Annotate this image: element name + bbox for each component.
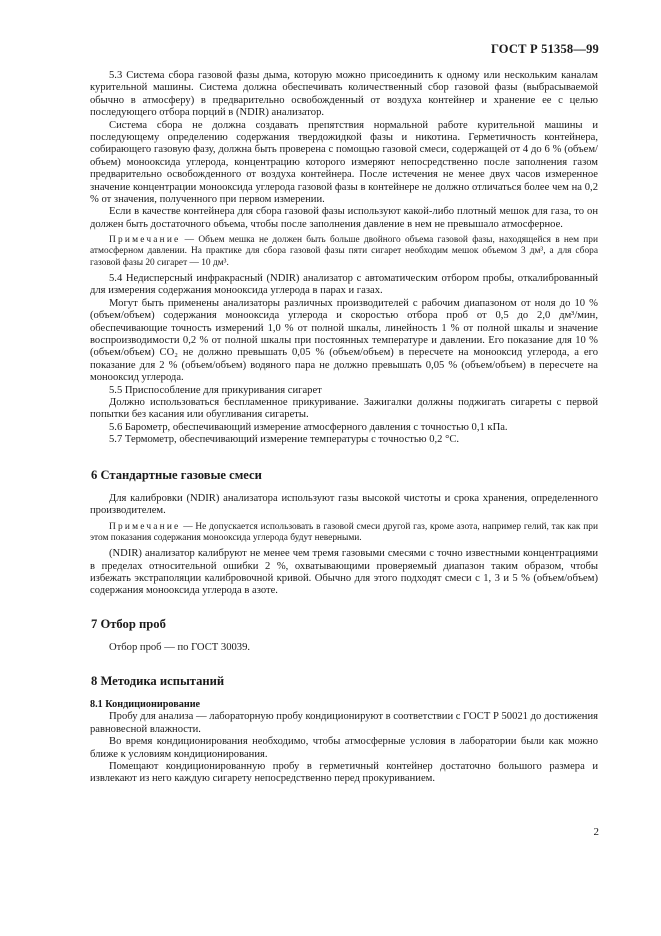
page-content bbox=[90, 70, 598, 786]
paragraph-6-gases: Для калибровки (NDIR) анализатора используют газы высокой чистоты и срока хранения, определенного производителем. bbox=[90, 492, 598, 517]
subsection-8-1-heading: 8.1 Кондиционирование bbox=[90, 699, 201, 711]
section-8-heading: 8 Методика испытаний bbox=[91, 673, 225, 688]
section-6-heading: 6 Стандартные газовые смеси bbox=[91, 467, 262, 482]
paragraph-8-1-container: Помещают кондиционированную пробу в герметичный контейнер достаточно большого размера и извлекают из него каждую сигарету непосредственно перед прокуриванием. bbox=[90, 761, 598, 785]
page-header: ГОСТ Р 51358—99 bbox=[490, 42, 599, 56]
paragraph-5-3-bag: Если в качестве контейнера для сбора газовой фазы используют какой-либо плотный мешок для газа, то он должен быть достаточного объема, чтобы после заполнения давление в нем не превышало атмосферное. bbox=[90, 206, 598, 230]
note-label: Примечание bbox=[109, 235, 181, 246]
paragraph-7-sampling: Отбор проб — по ГОСТ 30039. bbox=[109, 642, 251, 654]
paragraph-5-4-analyzers: Могут быть применены анализаторы различных производителей с рабочим диапазоном от ноля до 10 % (объем/объем) содержания монооксида углерода и скоростью отбора проб от 0,5 до 2,0 дм³/мин, обеспечивающие точность измерений 1,0 % от полной шкалы, линейность 1 % от полной шкалы и значение воспроизводимости 0,2 % от полной шкалы при постоянных температуре и давлении. Его показание для 10 % (объем/объем) CO₂ не должно превышать 0,05 % (объем/объем) в пересчете на монооксид углерода, а его показание для 2 % (объем/объем) водяного пара не должно превышать 0,05 % (объем/объем) в пересчете на монооксид углерода. bbox=[90, 297, 598, 384]
note-helium bbox=[90, 522, 598, 544]
note-text: — Не допускается использовать в газовой смеси другой газ, кроме азота, например гелий, так как при этом показания содержания монооксида углерода будут неверными. bbox=[90, 521, 598, 543]
paragraph-5-7: 5.7 Термометр, обеспечивающий измерение температуры с точностью 0,2 °С. bbox=[109, 434, 460, 446]
paragraph-8-1-atmosphere: Во время кондиционирования необходимо, чтобы атмосферные условия в лаборатории были как можно ближе к условиям кондиционирования. bbox=[90, 736, 598, 760]
paragraph-5-5-lighting: Должно использоваться беспламенное прикуривание. Зажигалки должны поджигать сигареты с первой попытки без касания или обугливания сигареты. bbox=[90, 396, 598, 421]
paragraph-5-3-collection: Система сбора не должна создавать препятствия нормальной работе курительной машины и последующему определению содержания твердожидкой фазы и никотина. Герметичность контейнера, собирающего газовую фазу, должна быть проверена с помощью газовой смеси, содержащей от 4 до 6 % (объем/объем) монооксида углерода, концентрацию которого измеряют непосредственно после заполнения газом предварительно освобожденного от воздуха контейнера. После истечения не менее двух часов измеренное значение концентрации монооксида углерода газовой фазы в контейнере не должно отличаться более чем на 0,2 % от значения, полученного при первом измерении. bbox=[90, 119, 598, 206]
note-bag-volume bbox=[90, 235, 598, 269]
paragraph-5-5: 5.5 Приспособление для прикуривания сигарет bbox=[109, 384, 322, 396]
paragraph-5-3: 5.3 Система сбора газовой фазы дыма, которую можно присоединить к одному или нескольким каналам курительной машины. Система должна обеспечивать количественный сбор газовой фазы (выбрасываемой обычно в атмосферу) в предварительно освобожденный от воздуха контейнер и хранение ее с целью последующего отбора порций в (NDIR) анализатор. bbox=[90, 70, 598, 119]
paragraph-5-4: 5.4 Недисперсный инфракрасный (NDIR) анализатор с автоматическим отбором пробы, откалиброванный для измерения содержания монооксида углерода в парах и газах. bbox=[90, 272, 598, 297]
paragraph-8-1-sample: Пробу для анализа — лабораторную пробу кондиционируют в соответствии с ГОСТ Р 50021 до достижения равновесной влажности. bbox=[90, 711, 598, 735]
note-label: Примечание bbox=[109, 521, 181, 532]
page-number: 2 bbox=[593, 826, 599, 838]
paragraph-5-6: 5.6 Барометр, обеспечивающий измерение атмосферного давления с точностью 0,1 кПа. bbox=[109, 421, 508, 433]
section-7-heading: 7 Отбор проб bbox=[91, 616, 166, 631]
note-text: — Объем мешка не должен быть больше двойного объема газовой фазы, находящейся в нем при атмосферном давлении. На практике для сбора газовой фазы пяти сигарет необходим мешок объемом 3 дм³, а для сбора газовой фазы 20 сигарет — 10 дм³. bbox=[90, 235, 598, 268]
paragraph-6-calibration: (NDIR) анализатор калибруют не менее чем тремя газовыми смесями с точно известными концентрациями в пределах относительной ошибки 2 %, охватывающими проверяемый диапазон таким образом, чтобы избежать экстраполяции калибровочной кривой. Обычно для этого подходят смеси с 1, 3 и 5 % (объем/объем) содержания монооксида углерода в азоте. bbox=[90, 548, 598, 597]
